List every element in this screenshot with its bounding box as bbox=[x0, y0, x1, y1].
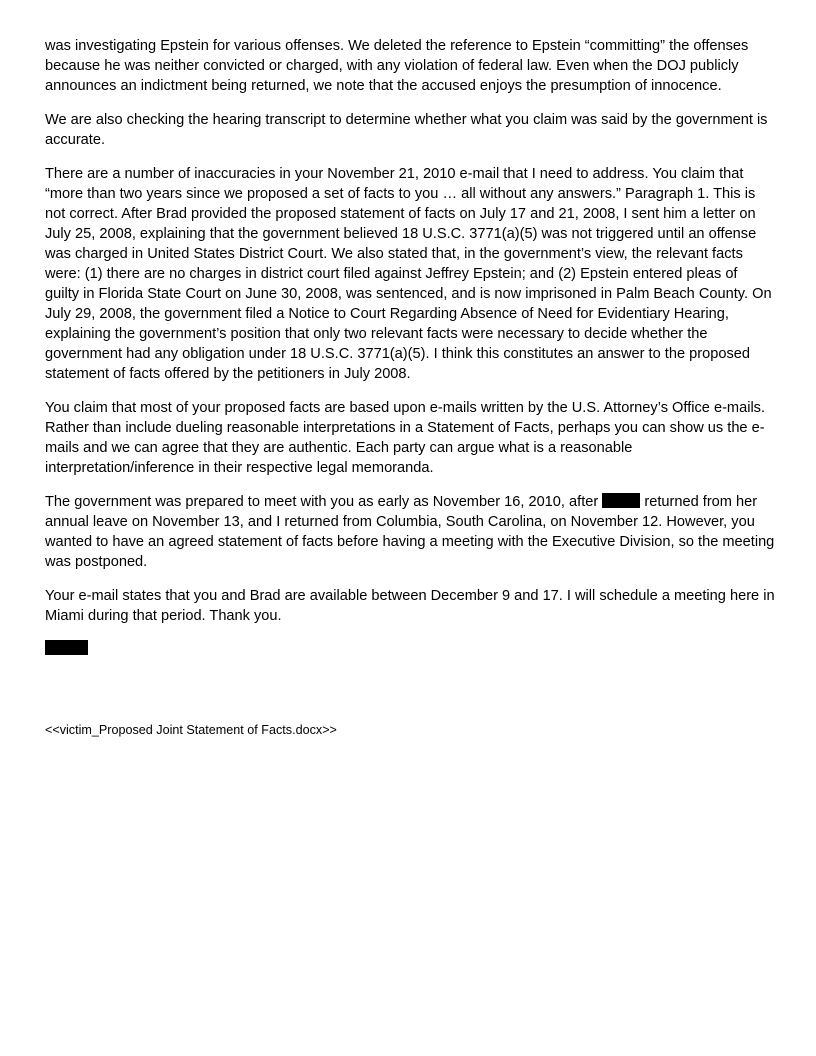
paragraph-availability: Your e-mail states that you and Brad are available between December 9 and 17. I will schedule a meeting here in Miami during that period. Thank you. bbox=[45, 588, 775, 624]
attachment-link[interactable]: <<victim_Proposed Joint Statement of Facts.docx>> bbox=[45, 723, 337, 737]
paragraph-proposed-facts: You claim that most of your proposed facts are based upon e-mails written by the U.S. Attorney’s Office e-mails. Rather than include dueling reasonable interpretations in a Statement of Facts, perhaps you can show us the e-mails and we can agree that they are authentic. Each party can argue what is a reasonable interpretation/inference in their respective legal memoranda. bbox=[45, 400, 766, 476]
paragraph-hearing-transcript: We are also checking the hearing transcript to determine whether what you claim was said by the government is accurate. bbox=[45, 112, 768, 148]
redaction-box bbox=[602, 493, 640, 508]
signature-redaction bbox=[45, 640, 88, 655]
paragraph-meeting-schedule bbox=[45, 492, 775, 572]
meeting-text-before-redaction: The government was prepared to meet with you as early as November 16, 2010, after bbox=[45, 494, 599, 510]
paragraph-inaccuracies: There are a number of inaccuracies in your November 21, 2010 e-mail that I need to address. You claim that “more than two years since we proposed a set of facts to you … all without any answers.” Paragraph 1. This is not correct. After Brad provided the proposed statement of facts on July 17 and 21, 2008, I sent him a letter on July 25, 2008, explaining that the government believed 18 U.S.C. 3771(a)(5) was not triggered until an offense was charged in United States District Court. We also stated that, in the government’s view, the relevant facts were: (1) there are no charges in district court filed against Jeffrey Epstein; and (2) Epstein entered pleas of guilty in Florida State Court on June 30, 2008, was sentenced, and is now imprisoned in Palm Beach County. On July 29, 2008, the government filed a Notice to Court Regarding Absence of Need for Evidentiary Hearing, explaining the government’s position that only two relevant facts were necessary to decide whether the government had any obligation under 18 U.S.C. 3771(a)(5). I think this constitutes an answer to the proposed statement of facts offered by the petitioners in July 2008. bbox=[45, 166, 772, 382]
paragraph-investigation: was investigating Epstein for various offenses. We deleted the reference to Epstein “committing” the offenses because he was neither convicted or charged, with any violation of federal law. Even when the DOJ publicly announces an indictment being returned, we note that the accused enjoys the presumption of innocence. bbox=[45, 38, 749, 94]
meeting-text-after-redaction: returned from her annual leave on November 13, and I returned from Columbia, South Carolina, on November 12. However, you wanted to have an agreed statement of facts before having a meeting with the Executive Division, so the meeting was postponed. bbox=[45, 494, 775, 570]
email-body bbox=[45, 36, 775, 655]
